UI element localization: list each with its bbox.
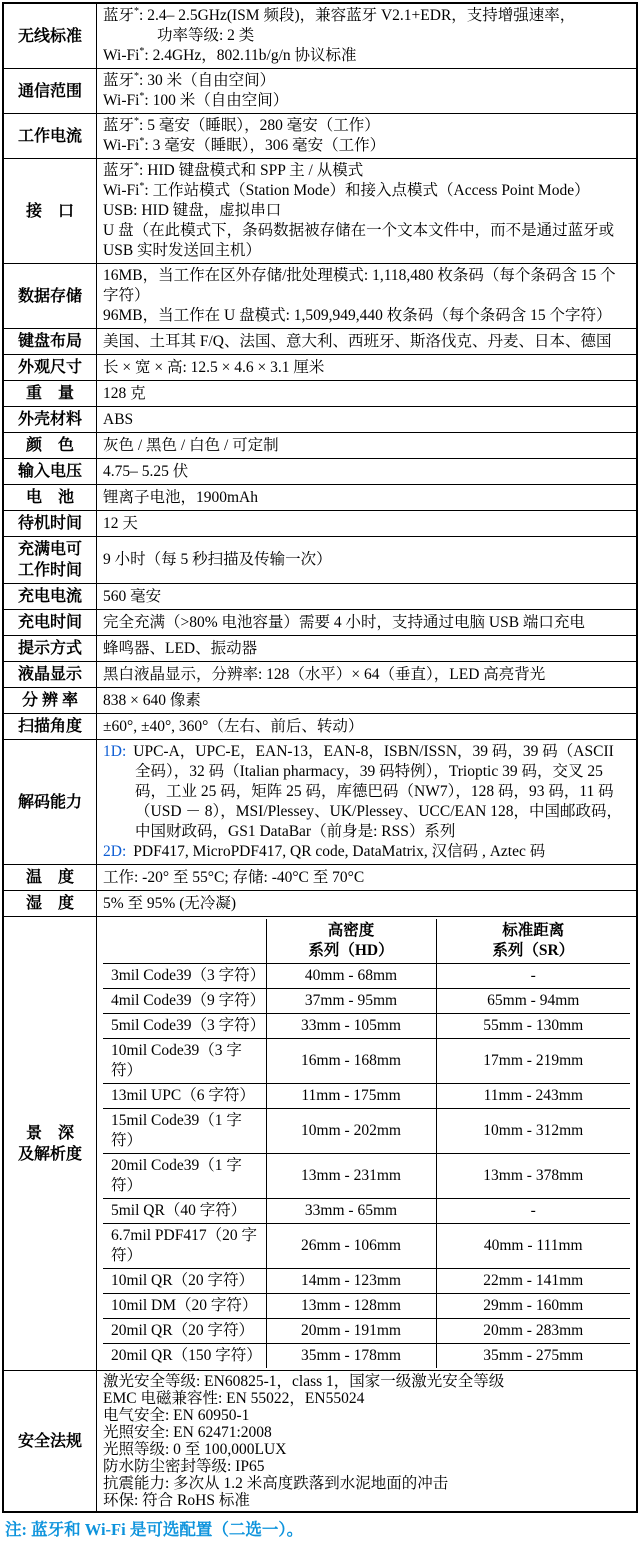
spec-label: 温 度 — [3, 865, 97, 891]
dof-hd-range: 37mm - 95mm — [266, 989, 436, 1014]
spec-value — [97, 114, 638, 159]
spec-label: 通信范围 — [3, 69, 97, 114]
dof-hd-range: 33mm - 65mm — [266, 1199, 436, 1224]
dof-data-row — [103, 1269, 630, 1294]
dof-hd-range: 40mm - 68mm — [266, 964, 436, 989]
dof-data-row — [103, 1319, 630, 1344]
decode-type-label: 2D: — [103, 843, 127, 860]
dof-hd-range: 33mm - 105mm — [266, 1014, 436, 1039]
spec-value-line: 工作: -20° 至 55°C; 存储: -40°C 至 70°C — [103, 868, 365, 886]
spec-label: 颜 色 — [3, 433, 97, 459]
dof-data-row — [103, 964, 630, 989]
spec-value — [97, 459, 638, 485]
spec-value-line: EMC 电磁兼容性: EN 55022，EN55024 — [103, 1390, 365, 1407]
spec-value-line: 防水防尘密封等级: IP65 — [103, 1458, 265, 1475]
spec-row — [3, 662, 637, 688]
spec-value-line: 838 × 640 像素 — [103, 691, 201, 709]
spec-value — [97, 537, 638, 584]
spec-value — [97, 865, 638, 891]
dof-header-hd: 高密度 系列（HD） — [266, 919, 436, 964]
dof-symbology: 10mil QR（20 字符） — [103, 1269, 266, 1294]
spec-label: 充电电流 — [3, 584, 97, 610]
dof-sr-range: 55mm - 130mm — [436, 1014, 630, 1039]
spec-value-line: ABS — [103, 410, 134, 428]
spec-value — [97, 381, 638, 407]
spec-label: 待机时间 — [3, 511, 97, 537]
spec-value-line: 128 克 — [103, 384, 146, 402]
spec-label: 输入电压 — [3, 459, 97, 485]
dof-symbology: 3mil Code39（3 字符） — [103, 964, 266, 989]
spec-value — [97, 355, 638, 381]
spec-value-line: 560 毫安 — [103, 587, 162, 605]
spec-label: 湿 度 — [3, 891, 97, 917]
spec-value-line: 5% 至 95% (无冷凝) — [103, 894, 237, 912]
spec-row — [3, 159, 637, 264]
dof-symbology: 5mil Code39（3 字符） — [103, 1014, 266, 1039]
dof-symbology: 10mil DM（20 字符） — [103, 1294, 266, 1319]
spec-row — [3, 329, 637, 355]
spec-value-line: 电气安全: EN 60950-1 — [103, 1407, 250, 1424]
dof-sr-range: 20mm - 283mm — [436, 1319, 630, 1344]
spec-row — [3, 714, 637, 740]
dof-header-row — [103, 919, 630, 964]
dof-sr-range: - — [436, 964, 630, 989]
dof-symbology: 4mil Code39（9 字符） — [103, 989, 266, 1014]
dof-data-row — [103, 1199, 630, 1224]
spec-value — [97, 69, 638, 114]
dof-sr-range: 13mm - 378mm — [436, 1154, 630, 1199]
dof-sr-range: 65mm - 94mm — [436, 989, 630, 1014]
spec-row — [3, 1371, 637, 1513]
dof-header-sr: 标准距离 系列（SR） — [436, 919, 630, 964]
dof-hd-range: 11mm - 175mm — [266, 1084, 436, 1109]
spec-row — [3, 688, 637, 714]
spec-value-line: 美国、土耳其 F/Q、法国、意大利、西班牙、斯洛伐克、丹麦、日本、德国 — [103, 332, 612, 350]
dof-hd-range: 10mm - 202mm — [266, 1109, 436, 1154]
spec-value — [97, 740, 638, 865]
spec-value — [97, 3, 638, 69]
spec-value-line: 光照等级: 0 至 100,000LUX — [103, 1441, 287, 1458]
dof-sr-range: 17mm - 219mm — [436, 1039, 630, 1084]
dof-sr-range: 29mm - 160mm — [436, 1294, 630, 1319]
spec-value-line: 激光安全等级: EN60825-1，class 1，国家一级激光安全等级 — [103, 1373, 505, 1390]
spec-value — [97, 433, 638, 459]
spec-value-line: 蓝牙*: 5 毫安（睡眠），280 毫安（工作） — [103, 115, 380, 134]
spec-row — [3, 537, 637, 584]
spec-value-line: 蓝牙*: 30 米（自由空间） — [103, 70, 276, 89]
spec-label: 扫描角度 — [3, 714, 97, 740]
spec-label: 充电时间 — [3, 610, 97, 636]
spec-label: 数据存储 — [3, 264, 97, 329]
spec-value-line: USB: HID 键盘，虚拟串口 — [103, 202, 282, 219]
spec-label: 电 池 — [3, 485, 97, 511]
spec-row — [3, 3, 637, 69]
dof-data-row — [103, 1014, 630, 1039]
dof-hd-range: 20mm - 191mm — [266, 1319, 436, 1344]
spec-value-line: 16MB，当工作在区外存储/批处理模式: 1,118,480 枚条码（每个条码含 15 个字符） — [103, 267, 616, 304]
spec-value — [97, 1371, 638, 1513]
spec-table — [2, 2, 638, 1513]
spec-row — [3, 865, 637, 891]
dof-hd-range: 14mm - 123mm — [266, 1269, 436, 1294]
dof-data-row — [103, 1109, 630, 1154]
dof-table — [103, 919, 630, 1368]
spec-row — [3, 891, 637, 917]
dof-header-empty — [103, 919, 266, 964]
spec-row — [3, 381, 637, 407]
spec-label: 分 辨 率 — [3, 688, 97, 714]
dof-sr-range: 22mm - 141mm — [436, 1269, 630, 1294]
decode-line: 2D: PDF417, MicroPDF417, QR code, DataMatrix, 汉信码 , Aztec 码 — [103, 843, 546, 860]
dof-data-row — [103, 1344, 630, 1369]
dof-symbology: 10mil Code39（3 字符） — [103, 1039, 266, 1084]
spec-label: 外观尺寸 — [3, 355, 97, 381]
spec-value-line: 锂离子电池，1900mAh — [103, 488, 259, 506]
dof-data-row — [103, 989, 630, 1014]
spec-value-line: 抗震能力: 多次从 1.2 米高度跌落到水泥地面的冲击 — [103, 1475, 449, 1492]
spec-value-line: U 盘（在此模式下，条码数据被存储在一个文本文件中，而不是通过蓝牙或 USB 实时发送回主机） — [103, 222, 615, 259]
spec-value-line: 蜂鸣器、LED、振动器 — [103, 639, 258, 657]
spec-row — [3, 636, 637, 662]
spec-label: 外壳材料 — [3, 407, 97, 433]
spec-value-line: 功率等级: 2 类 — [157, 27, 255, 44]
dof-symbology: 15mil Code39（1 字符） — [103, 1109, 266, 1154]
dof-sr-range: 11mm - 243mm — [436, 1084, 630, 1109]
spec-value — [97, 159, 638, 264]
spec-value — [97, 485, 638, 511]
spec-value-line: 96MB，当工作在 U 盘模式: 1,509,949,440 枚条码（每个条码含 15 个字符） — [103, 307, 612, 324]
spec-value — [97, 329, 638, 355]
spec-label: 液晶显示 — [3, 662, 97, 688]
spec-label: 景 深 及解析度 — [3, 917, 97, 1371]
spec-value — [97, 688, 638, 714]
dof-symbology: 13mil UPC（6 字符） — [103, 1084, 266, 1109]
spec-row — [3, 459, 637, 485]
dof-hd-range: 13mm - 231mm — [266, 1154, 436, 1199]
spec-row — [3, 69, 637, 114]
spec-label: 无线标准 — [3, 3, 97, 69]
spec-value-line: 完全充满（>80% 电池容量）需要 4 小时，支持通过电脑 USB 端口充电 — [103, 613, 585, 631]
spec-label: 键盘布局 — [3, 329, 97, 355]
dof-table-cell — [97, 917, 638, 1371]
spec-value — [97, 264, 638, 329]
dof-hd-range: 16mm - 168mm — [266, 1039, 436, 1084]
spec-label: 安全法规 — [3, 1371, 97, 1513]
dof-data-row — [103, 1084, 630, 1109]
spec-value-line: ±60°, ±40°, 360°（左右、前后、转动） — [103, 717, 364, 735]
dof-data-row — [103, 1039, 630, 1084]
spec-row — [3, 264, 637, 329]
dof-sr-range: 40mm - 111mm — [436, 1224, 630, 1269]
spec-value-line: Wi-Fi*: 工作站模式（Station Mode）和接入点模式（Access Point Mode） — [103, 180, 590, 199]
dof-data-row — [103, 1294, 630, 1319]
dof-sr-range: 10mm - 312mm — [436, 1109, 630, 1154]
spec-row — [3, 355, 637, 381]
decode-line: 1D: UPC-A，UPC-E，EAN-13，EAN-8，ISBN/ISSN，39 码，39 码（ASCII 全码），32 码（Italian pharmacy，39 码特例），Trioptic 39 码，交叉 25 码，工业 25 码，矩阵 25 码，库德巴码（NW7），128 码，93 码，11 码（USD － 8），MSI/Plessey、UK/Plessey、UCC/EAN 128，中国邮政码，中国财政码，GS1 DataBar（前身是: RSS）系列 — [103, 743, 622, 840]
spec-value — [97, 584, 638, 610]
spec-label: 接 口 — [3, 159, 97, 264]
spec-row — [3, 610, 637, 636]
spec-value-line: 9 小时（每 5 秒扫描及传输一次） — [103, 551, 332, 568]
dof-data-row — [103, 1224, 630, 1269]
spec-value-line: 蓝牙*: HID 键盘模式和 SPP 主 / 从模式 — [103, 160, 364, 179]
dof-hd-range: 26mm - 106mm — [266, 1224, 436, 1269]
spec-value — [97, 610, 638, 636]
dof-symbology: 5mil QR（40 字符） — [103, 1199, 266, 1224]
dof-sr-range: 35mm - 275mm — [436, 1344, 630, 1369]
dof-symbology: 20mil QR（20 字符） — [103, 1319, 266, 1344]
spec-row — [3, 114, 637, 159]
spec-row — [3, 584, 637, 610]
dof-symbology: 6.7mil PDF417（20 字符） — [103, 1224, 266, 1269]
spec-row — [3, 740, 637, 865]
spec-value-line: 4.75– 5.25 伏 — [103, 462, 189, 480]
spec-value-line: 长 × 宽 × 高: 12.5 × 4.6 × 3.1 厘米 — [103, 358, 325, 376]
dof-row — [3, 917, 637, 1371]
dof-data-row — [103, 1154, 630, 1199]
dof-symbology: 20mil QR（150 字符） — [103, 1344, 266, 1369]
spec-value — [97, 662, 638, 688]
spec-value — [97, 511, 638, 537]
spec-label: 重 量 — [3, 381, 97, 407]
spec-row — [3, 511, 637, 537]
spec-value — [97, 407, 638, 433]
dof-hd-range: 35mm - 178mm — [266, 1344, 436, 1369]
spec-label: 充满电可 工作时间 — [3, 537, 97, 584]
spec-label: 工作电流 — [3, 114, 97, 159]
spec-value-line: 灰色 / 黑色 / 白色 / 可定制 — [103, 436, 279, 454]
spec-value — [97, 891, 638, 917]
spec-value-line: Wi-Fi*: 100 米（自由空间） — [103, 90, 289, 109]
spec-row — [3, 407, 637, 433]
spec-value-line: 黑白液晶显示，分辨率: 128（水平）× 64（垂直），LED 高亮背光 — [103, 665, 546, 683]
spec-value-line: Wi-Fi*: 3 毫安（睡眠），306 毫安（工作） — [103, 135, 386, 154]
dof-sr-range: - — [436, 1199, 630, 1224]
dof-hd-range: 13mm - 128mm — [266, 1294, 436, 1319]
spec-value — [97, 636, 638, 662]
spec-value-line: 12 天 — [103, 514, 138, 532]
spec-value — [97, 714, 638, 740]
spec-value-line: 蓝牙*: 2.4– 2.5GHz(ISM 频段)，兼容蓝牙 V2.1+EDR，支持增强速率， — [103, 5, 576, 24]
dof-symbology: 20mil Code39（1 字符） — [103, 1154, 266, 1199]
spec-value-line: 环保: 符合 RoHS 标准 — [103, 1492, 250, 1509]
spec-label: 解码能力 — [3, 740, 97, 865]
spec-label: 提示方式 — [3, 636, 97, 662]
spec-row — [3, 433, 637, 459]
spec-value-line: 光照安全: EN 62471:2008 — [103, 1424, 272, 1441]
spec-row — [3, 485, 637, 511]
spec-value-line: Wi-Fi*: 2.4GHz，802.11b/g/n 协议标准 — [103, 45, 357, 64]
footnote: 注: 蓝牙和 Wi-Fi 是可选配置（二选一）。 — [5, 1520, 304, 1539]
decode-type-label: 1D: — [103, 743, 127, 760]
